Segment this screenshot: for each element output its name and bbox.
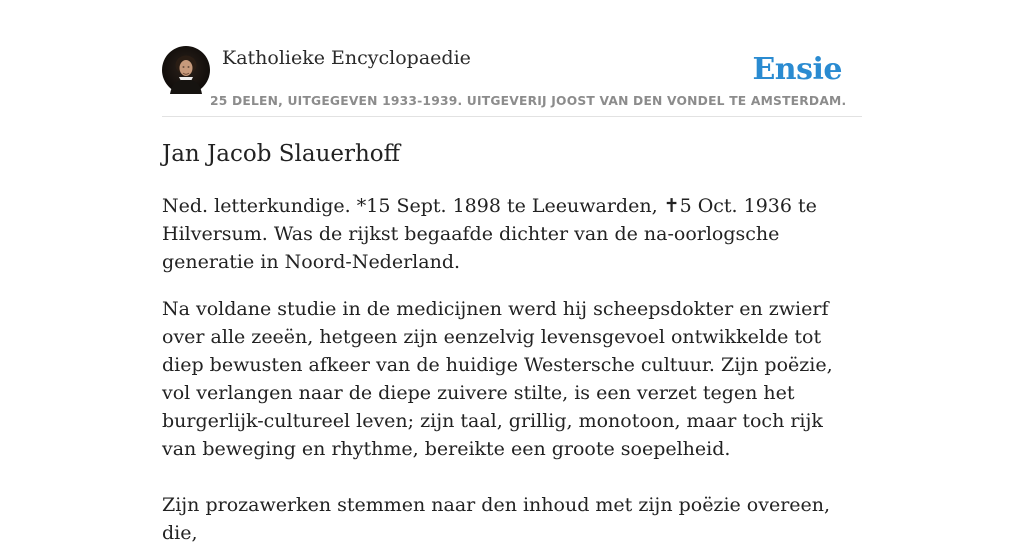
source-avatar[interactable]: [162, 46, 210, 94]
portrait-image: [162, 46, 210, 94]
article-paragraph: Na voldane studie in de medicijnen werd hij scheepsdokter en zwierf over alle zeeën, hetgeen zijn eenzelvig levensgevoel ontwikkelde tot diep bewusten afkeer van de huidige Westersche cultuur. Zijn poëzie, vol verlangen naar de diepe zuivere stilte, is een verzet tegen het burgerlijk-cultureel leven; zijn taal, grillig, monotoon, maar toch rijk van beweging en rhythme, bereikte een groote soepelheid.: [162, 298, 833, 460]
article-title: Jan Jacob Slauerhoff: [162, 141, 400, 167]
ensie-logo-link[interactable]: Ensie: [752, 52, 842, 87]
article-content: [162, 138, 862, 547]
article-paragraph: Zijn prozawerken stemmen naar den inhoud met zijn poëzie overeen, die,: [162, 494, 831, 544]
source-title[interactable]: Katholieke Encyclopaedie: [222, 47, 471, 69]
article-paragraph: Ned. letterkundige. *15 Sept. 1898 te Leeuwarden, ✝5 Oct. 1936 te Hilversum. Was de rijkst begaafde dichter van de na-oorlogsche generatie in Noord-Nederland.: [162, 195, 817, 273]
source-header: [162, 46, 862, 117]
source-subtitle: 25 DELEN, UITGEGEVEN 1933-1939. UITGEVERIJ JOOST VAN DEN VONDEL TE AMSTERDAM.: [210, 94, 847, 108]
